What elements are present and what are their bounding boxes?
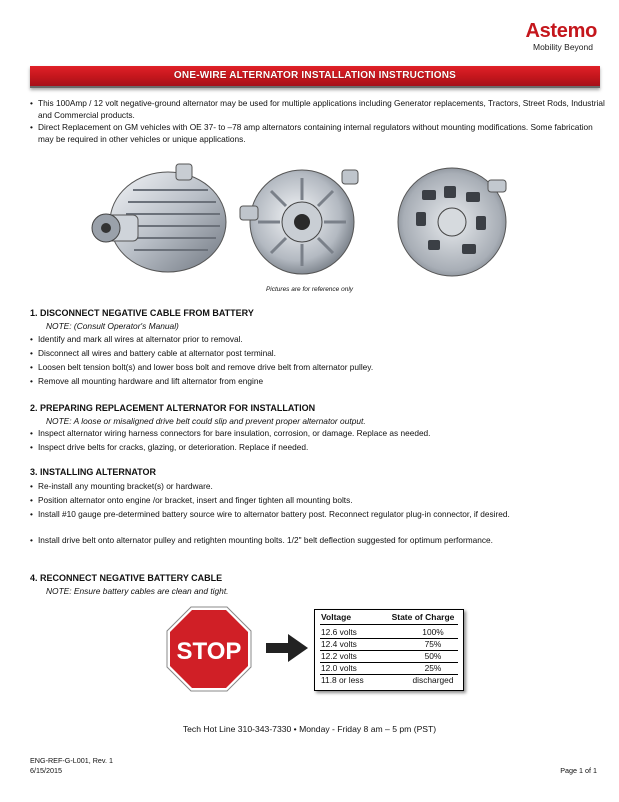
list-item: • Identify and mark all wires at alternator prior to removal. (30, 334, 243, 344)
bullet-icon: • (30, 481, 33, 491)
table-cell-voltage: 11.8 or less (321, 675, 364, 685)
title-banner (30, 66, 600, 88)
list-item: • Disconnect all wires and battery cable at alternator post terminal. (30, 348, 276, 358)
image-caption: Pictures are for reference only (265, 286, 354, 293)
bullet-icon: • (30, 348, 33, 358)
table-cell-charge: 100% (422, 627, 444, 637)
list-item: • Remove all mounting hardware and lift alternator from engine (30, 376, 264, 386)
bullet-icon: • (30, 362, 33, 372)
list-item: • Inspect drive belts for cracks, glazing, or deterioration. Replace if needed. (30, 442, 309, 452)
intro-item (30, 98, 610, 121)
table-cell-voltage: 12.4 volts (321, 639, 357, 649)
document-date: 6/15/2015 (30, 766, 62, 775)
list-item: • Install #10 gauge pre-determined battery source wire to alternator battery post. Reconnect regulator plug-in connector, if desired. (30, 509, 510, 519)
section-title: 4. RECONNECT NEGATIVE BATTERY CABLE (30, 573, 223, 583)
alternator-front-image (238, 160, 366, 282)
brand-tagline: Mobility Beyond (532, 42, 593, 52)
brand-logo: Astemo (525, 20, 597, 42)
tech-hotline: Tech Hot Line 310-343-7330 • Monday - Friday 8 am – 5 pm (PST) (182, 724, 437, 734)
list-item: • Inspect alternator wiring harness connectors for bare insulation, corrosion, or damage. Replace as needed. (30, 428, 431, 438)
bullet-icon: • (30, 428, 33, 438)
bullet-icon: • (30, 535, 33, 545)
bullet-icon: • (30, 376, 33, 386)
table-header: Voltage (321, 612, 352, 622)
section-title: 3. INSTALLING ALTERNATOR (30, 467, 156, 477)
table-cell-voltage: 12.2 volts (321, 651, 357, 661)
table-cell-charge: 25% (424, 663, 442, 673)
page-title: ONE-WIRE ALTERNATOR INSTALLATION INSTRUCTIONS (173, 70, 457, 81)
intro-item (30, 122, 610, 145)
table-cell-voltage: 12.0 volts (321, 663, 357, 673)
table-cell-voltage: 12.6 volts (321, 627, 357, 637)
section-title: 1. DISCONNECT NEGATIVE CABLE FROM BATTERY (30, 308, 254, 318)
table-cell-charge: 75% (424, 639, 442, 649)
bullet-icon: • (30, 442, 33, 452)
list-item: • Loosen belt tension bolt(s) and lower boss bolt and remove drive belt from alternator pulley. (30, 362, 374, 372)
stop-sign-text: STOP (176, 638, 242, 665)
table-header: State of Charge (391, 612, 455, 622)
table-divider (320, 624, 458, 625)
list-item: • Position alternator onto engine /or bracket, insert and finger tighten all mounting bolts. (30, 495, 353, 505)
alternator-side-image (88, 160, 233, 280)
alternator-rear-image (392, 160, 514, 282)
state-of-charge-table (314, 609, 464, 691)
bullet-icon: • (30, 122, 33, 132)
right-arrow-icon (266, 634, 308, 662)
list-item: • Install drive belt onto alternator pulley and retighten mounting bolts. 1/2" belt deflection suggested for optimum performance. (30, 535, 493, 545)
page-number: Page 1 of 1 (560, 766, 597, 775)
intro-text: Direct Replacement on GM vehicles with OE 37- to –78 amp alternators containing internal regulators without mounting modifications. Some fabrication may be required in other vehicles or unique applications. (38, 122, 593, 144)
bullet-icon: • (30, 509, 33, 519)
table-cell-charge: discharged (412, 675, 454, 685)
stop-sign (166, 606, 252, 692)
bullet-icon: • (30, 98, 33, 108)
table-cell-charge: 50% (424, 651, 442, 661)
list-item: • Re-install any mounting bracket(s) or hardware. (30, 481, 213, 491)
bullet-icon: • (30, 495, 33, 505)
intro-text: This 100Amp / 12 volt negative-ground alternator may be used for multiple applications including Generator replacements, Tractors, Street Rods, Industrial and Commercial products. (38, 98, 605, 120)
section-note: NOTE: (Consult Operator's Manual) (46, 321, 179, 331)
bullet-icon: • (30, 334, 33, 344)
section-note: NOTE: A loose or misaligned drive belt could slip and prevent proper alternator output. (46, 416, 366, 426)
section-note: NOTE: Ensure battery cables are clean and tight. (46, 586, 229, 596)
document-number: ENG-REF-G-L001, Rev. 1 (30, 756, 113, 765)
section-title: 2. PREPARING REPLACEMENT ALTERNATOR FOR INSTALLATION (30, 403, 316, 413)
